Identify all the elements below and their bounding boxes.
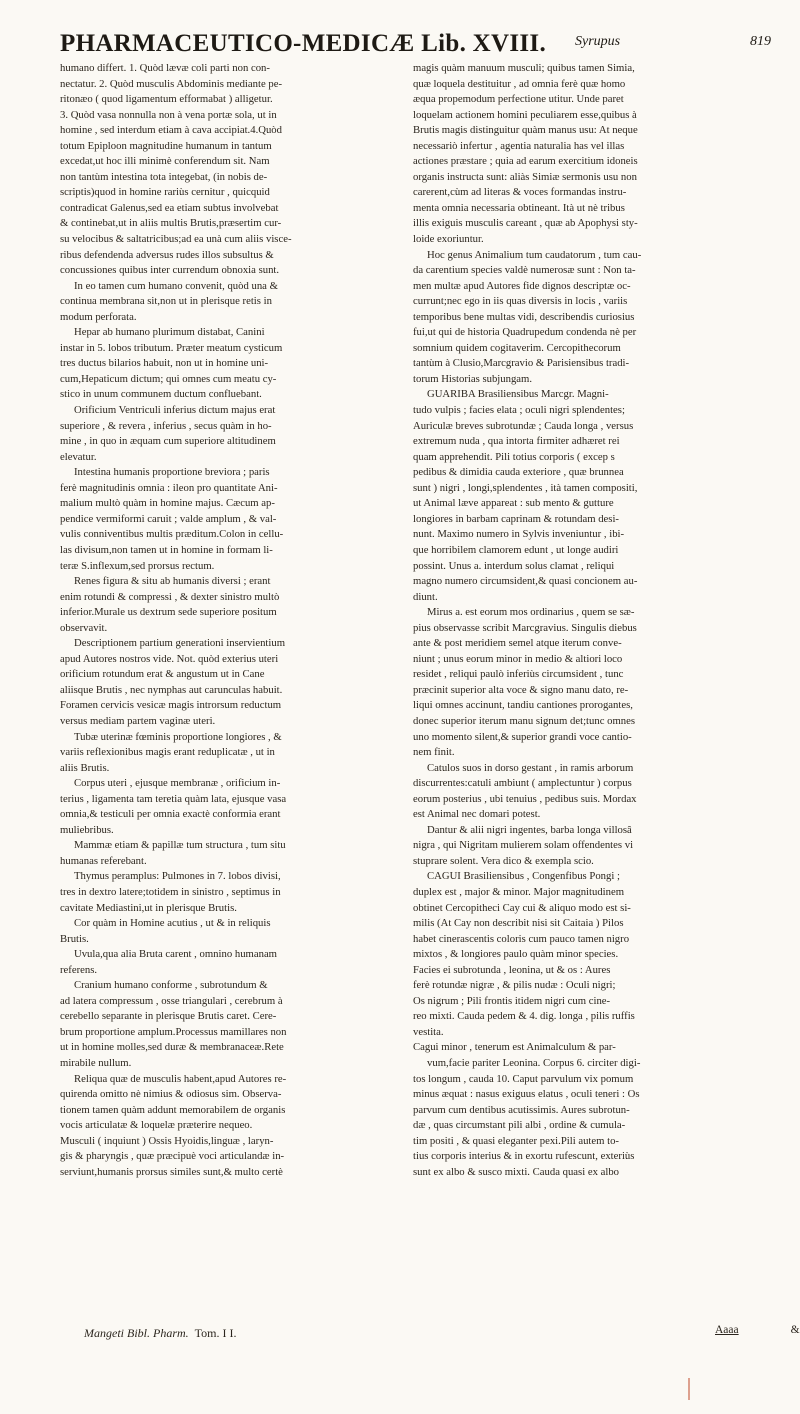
text-line: CAGUI Brasiliensibus , Congenfibus Pongi ; xyxy=(427,870,620,883)
text-line: necessariò infertur , agentia naturalia has vel illas xyxy=(413,139,625,152)
text-line: Corpus uteri , ejusque membranæ , orificium in- xyxy=(74,777,281,790)
footer-signature xyxy=(715,1324,800,1336)
text-line: est Animal nec domari potest. xyxy=(413,808,541,821)
text-line: carerent,cùm ad literas & voces formandas instru- xyxy=(413,186,627,199)
text-line: Reliqua quæ de musculis habent,apud Autores re- xyxy=(74,1072,287,1085)
text-line: Hepar ab humano plurimum distabat, Canini xyxy=(74,326,265,339)
text-line: terius , ligamenta tam teretia quàm lata, ejusque vasa xyxy=(60,792,287,805)
text-line: totum Epiploon magnitudine humanum in tantum xyxy=(60,139,272,152)
text-line: concussiones quibus inter currendum obnoxia sunt. xyxy=(60,264,280,277)
text-line: elevatur. xyxy=(60,450,97,463)
text-line: vestita. xyxy=(413,1025,444,1038)
text-line: instar in 5. lobos tributum. Præter meatum cysticum xyxy=(60,341,283,354)
signature-mark: Aaaa xyxy=(715,1324,739,1336)
text-line: humano differt. 1. Quòd lævæ coli parti non con- xyxy=(60,62,270,74)
text-line: que horribilem clamorem edunt , ut longe audiri xyxy=(413,543,619,556)
text-line: ante & post meridiem semel atque iterum conve- xyxy=(413,637,622,650)
text-line: cum,Hepaticum dictum; qui omnes cum meatu cy- xyxy=(60,372,277,385)
text-line: Uvula,qua alia Bruta carent , omnino humanam xyxy=(74,948,277,961)
text-line: parvum cum dentibus acutissimis. Aures subrotun- xyxy=(413,1103,630,1116)
text-line: residet , reliqui paulò inferiùs circumsident , tunc xyxy=(413,668,624,681)
text-line: minus æquat : nasus exiguus elatus , oculi teneri : Os xyxy=(413,1088,640,1101)
text-line: Facies ei subrotunda , leonina, ut & os : Aures xyxy=(413,963,611,976)
text-line: orificium rotundum erat & angustum ut in Cane xyxy=(60,668,265,681)
footer-tom: Tom. I I. xyxy=(194,1326,237,1340)
text-line: brum proportione amplum.Processus mamillares non xyxy=(60,1025,287,1038)
text-line: apud Autores nostros vide. Not. quòd exterius uteri xyxy=(60,652,279,665)
text-line: Brutis magis distinguitur quàm manus usu: At neque xyxy=(413,124,638,137)
text-line: tantùm à Clusio,Marcgravio & Parisiensibus tradi- xyxy=(413,357,630,370)
text-line: mixtos , & longiores paulo quàm minor species. xyxy=(413,948,619,961)
text-line: Cagui minor , tenerum est Animalculum & par- xyxy=(413,1041,616,1054)
text-line: Hoc genus Animalium tum caudatorum , tum cau- xyxy=(427,248,642,261)
text-line: ribus defendenda adversus rudes illos subsultus & xyxy=(60,248,274,261)
catchword: & xyxy=(790,1324,800,1336)
running-title: PHARMACEUTICO-MEDICÆ Lib. XVIII. xyxy=(60,30,547,57)
text-line: inferior.Murale us dextrum sede superiore positum xyxy=(60,606,277,619)
text-line: liqui omnes accinunt, tandiu cantiones prorogantes, xyxy=(413,699,633,712)
text-line: Tubæ uterinæ fœminis proportione longiores , & xyxy=(74,730,282,743)
text-line: nem finit. xyxy=(413,746,455,759)
text-line: duplex est , major & minor. Major magnitudinem xyxy=(413,885,625,898)
text-line: illis exiguis musculis careant , quæ ab Apophysi sty- xyxy=(413,217,638,230)
text-line: ad latera compressum , osse triangulari , cerebrum à xyxy=(60,994,283,1007)
text-line: malium multò quàm in homine majus. Cæcum ap- xyxy=(60,497,275,510)
text-line: ferè magnitudinis omnia : ileon pro quantitate Ani- xyxy=(60,481,278,494)
text-line: diunt. xyxy=(413,590,438,603)
text-line: tres in dextro latere;totidem in sinistro , septimus in xyxy=(60,885,281,898)
text-line: Mirus a. est eorum mos ordinarius , quem se sæ- xyxy=(427,606,635,619)
text-line: contradicat Galenus,sed ea etiam subtus involvebat xyxy=(60,201,279,214)
text-line: excedat,ut hoc illi minimè conferendum sit. Nam xyxy=(60,155,270,168)
text-line: quæ loquela destituitur , ad omnia ferè quæ homo xyxy=(413,77,626,90)
text-line: aliis Brutis. xyxy=(60,761,110,774)
text-line: 3. Quòd vasa nonnulla non à vena portæ sola, ut in xyxy=(60,108,277,121)
text-line: men multæ apud Autores fide dignos descriptæ oc- xyxy=(413,279,631,292)
text-line: scriptis)quod in homine rariùs cernitur , quicquid xyxy=(60,186,270,199)
text-line: ferè rotundæ nigræ , & pilis nudæ : Oculi nigri; xyxy=(413,979,616,992)
text-line: & continebat,ut in aliis multis Brutis,præsertim cur- xyxy=(60,217,282,230)
footer-book-title xyxy=(84,1326,236,1341)
right-text-column xyxy=(413,61,766,1180)
text-line: milis (At Cay non describit nisi sit Caitaia ) Pilos xyxy=(413,917,624,930)
text-line: variis reflexionibus magis erant reduplicatæ , ut in xyxy=(60,746,275,759)
text-line: su velocibus & saltatricibus;ad ea unà cum aliis visce- xyxy=(60,233,292,246)
text-line: teræ S.inflexum,sed prorsus rectum. xyxy=(60,559,215,572)
text-line: loide exoriuntur. xyxy=(413,233,484,246)
page-number: 819 xyxy=(750,34,771,49)
text-line: pedibus & dimidia cauda exteriore , quæ brunnea xyxy=(413,466,624,479)
text-line: vocis articulatæ & loquelæ præterire nequeo. xyxy=(60,1119,253,1132)
text-line: nunt. Maximo numero in Sylvis inveniuntur , ibi- xyxy=(413,528,625,541)
text-line: da carentium species valdè numerosæ sunt : Non ta- xyxy=(413,264,636,277)
text-line: Os nigrum ; Pili frontis itidem nigri cum cine- xyxy=(413,994,611,1007)
text-line: tudo vulpis ; facies elata ; oculi nigri splendentes; xyxy=(413,404,625,417)
text-line: nigra , qui Nigritam mulierem solam offendentes vi xyxy=(413,839,634,852)
text-line: Descriptionem partium generationi inservientium xyxy=(74,637,286,650)
text-line: somnium quidem cogitaverim. Cercopithecorum xyxy=(413,341,621,354)
text-line: tius corporis interius & in exortu rufescunt, exteriùs xyxy=(413,1150,635,1163)
text-line: dæ , quas circumstant pili albi , ordine & cumula- xyxy=(413,1119,626,1132)
text-line: Renes figura & situ ab humanis diversi ; erant xyxy=(74,575,271,588)
text-line: magis quàm manuum musculi; quibus tamen Simia, xyxy=(413,62,635,74)
text-line: Cor quàm in Homine acutius , ut & in reliquis xyxy=(74,917,271,930)
text-line: quam apprehendit. Pili totius corporis ( excep s xyxy=(413,450,615,463)
text-line: tionem tamen quàm addunt memorabilem de organis xyxy=(60,1103,286,1116)
text-line: aliisque Brutis , nec nymphas aut carunculas habuit. xyxy=(60,683,283,696)
text-line: currunt;nec ego in iis quas diversis in locis , variis xyxy=(413,295,628,308)
running-header xyxy=(60,30,770,58)
text-line: continua membrana sit,non ut in plerisque retis in xyxy=(60,295,272,308)
text-line: pius observasse scribit Marcgravius. Singulis diebus xyxy=(413,621,637,634)
text-line: Foramen cervicis vesicæ magis introrsum reductum xyxy=(60,699,282,712)
text-line: Cranium humano conforme , subrotundum & xyxy=(74,979,268,992)
text-line: extremum nuda , qua intorta firmiter adhæret rei xyxy=(413,435,620,448)
text-line: possint. Unus a. interdum solus clamat , reliqui xyxy=(413,559,615,572)
text-line: In eo tamen cum humano convenit, quòd una & xyxy=(74,279,278,292)
text-line: obtinet Cercopitheci Cay cui & aliquo modo est si- xyxy=(413,901,631,914)
text-line: organis instructa sunt: aliàs Simiæ sermonis usu non xyxy=(413,170,637,183)
text-line: sunt ) nigri , longi,splendentes , ità tamen compositi, xyxy=(413,481,638,494)
text-line: referens. xyxy=(60,963,98,976)
text-line: Mammæ etiam & papillæ tum structura , tum situ xyxy=(74,839,286,852)
text-line: Brutis. xyxy=(60,932,89,945)
text-line: mine , in quo in æquam cum superiore altitudinem xyxy=(60,435,276,448)
text-line: stuprare solent. Vera dico & exempla scio. xyxy=(413,854,594,867)
text-line: ritonæo ( quod ligamentum efformabat ) alligetur. xyxy=(60,93,273,106)
text-line: æqua propemodum perfectione utitur. Unde paret xyxy=(413,93,624,106)
text-line: serviunt,humanis prorsus similes sunt,& multo certè xyxy=(60,1165,283,1178)
text-line: pendice vermiformi caruit ; valde amplum , & val- xyxy=(60,512,277,525)
text-line: homine , sed interdum etiam à cava accipiat.4.Quòd xyxy=(60,124,282,137)
text-line: temporibus bene multas vidi, describendis curiosius xyxy=(413,310,635,323)
text-line: humanas referebant. xyxy=(60,854,147,867)
text-line: reo mixti. Cauda pedem & 4. dig. longa , pilis ruffis xyxy=(413,1010,635,1023)
text-line: longiores in barbam caprinam & rotundam desi- xyxy=(413,512,619,525)
text-line: actiones præstare ; quia ad earum exercitium idoneis xyxy=(413,155,638,168)
text-line: fui,ut qui de historia Quadrupedum condenda nè per xyxy=(413,326,637,339)
text-line: Musculi ( inquiunt ) Ossis Hyoidis,linguæ , laryn- xyxy=(60,1134,274,1147)
text-line: GUARIBA Brasiliensibus Marcgr. Magni- xyxy=(427,388,609,401)
text-line: tim positi , & quasi eleganter pexi.Pili autem to- xyxy=(413,1134,619,1147)
text-line: eorum posterius , ubi tenuius , pedibus suis. Mordax xyxy=(413,792,637,805)
text-line: nectatur. 2. Quòd musculis Abdominis mediante pe- xyxy=(60,77,283,90)
text-line: non tantùm intestina tota integebat, (in nobis de- xyxy=(60,170,268,183)
text-line: Dantur & alii nigri ingentes, barba longa villosâ xyxy=(427,823,632,836)
text-line: torum Historias subjungam. xyxy=(413,372,533,385)
text-line: donec superior iterum manu signum det;tunc omnes xyxy=(413,714,636,727)
text-line: magno numero circumsident,& quasi concionem au- xyxy=(413,575,638,588)
text-line: observavit. xyxy=(60,621,108,634)
text-line: Intestina humanis proportione breviora ; paris xyxy=(74,466,270,479)
text-line: loquelam actionem homini peculiarem esse,quibus à xyxy=(413,108,637,121)
text-line: versus mediam partem vaginæ uteri. xyxy=(60,714,216,727)
text-line: quirenda omitto nè nimius & odiosus sim. Observa- xyxy=(60,1088,282,1101)
text-line: Thymus peramplus: Pulmones in 7. lobos divisi, xyxy=(74,870,281,883)
text-line: vum,facie pariter Leonina. Corpus 6. circiter digi- xyxy=(427,1057,641,1069)
text-line: Orificium Ventriculi inferius dictum majus erat xyxy=(74,404,276,417)
text-line: enim rotundi & compressi , & dexter sinistro multò xyxy=(60,590,280,603)
text-line: ut in homine molles,sed duræ & membranaceæ.Rete xyxy=(60,1041,284,1054)
text-line: sunt ex albo & susco mixti. Cauda quasi ex albo xyxy=(413,1165,620,1178)
text-line: Catulos suos in dorso gestant , in ramis arborum xyxy=(427,761,634,774)
text-line: Auriculæ breves subrotundæ ; Cauda longa , versus xyxy=(413,419,634,432)
text-line: mirabile nullum. xyxy=(60,1057,132,1069)
text-line: las divisum,non tamen ut in homine in formam li- xyxy=(60,543,273,556)
text-line: omnia,& testiculi per omnia exactè conformia erant xyxy=(60,808,281,821)
text-line: cavitate Mediastini,ut in plerisque Brutis. xyxy=(60,901,237,914)
text-line: præcinit superior alta voce & signo manu dato, re- xyxy=(413,683,629,696)
text-line: tres ductus bilarios habuit, non ut in homine uni- xyxy=(60,357,269,370)
text-line: stico in unum communem ductum confluebant. xyxy=(60,388,262,401)
text-line: ut Animal læve appareat : sub mento & gutture xyxy=(413,497,614,510)
text-line: discurrentes:catuli ambiunt ( amplectuntur ) corpus xyxy=(413,777,632,790)
text-line: niunt ; unus eorum minor in medio & altiori loco xyxy=(413,652,623,665)
footer-book: Mangeti Bibl. Pharm. xyxy=(84,1326,189,1340)
left-text-column xyxy=(60,61,397,1180)
text-line: tos longum , cauda 10. Caput parvulum vix pomum xyxy=(413,1072,634,1085)
text-line: superiore , & revera , inferius , secus quàm in ho- xyxy=(60,419,272,432)
text-line: muliebribus. xyxy=(60,823,114,836)
text-line: habet cinerascentis coloris cum pauco tamen nigro xyxy=(413,932,630,945)
text-line: gis & pharyngis , quæ præcipuè voci articulandæ in- xyxy=(60,1150,285,1163)
margin-ink-mark xyxy=(688,1378,690,1400)
text-line: modum perforata. xyxy=(60,310,137,323)
text-line: cerebello separante in plerisque Brutis caret. Cere- xyxy=(60,1010,277,1023)
text-line: vulis conniventibus multis præditum.Colon in cellu- xyxy=(60,528,284,541)
text-line: menta omnia necessaria obtineant. Ità ut nè tribus xyxy=(413,201,625,214)
text-line: uno momento silent,& superior grandi voce cantio- xyxy=(413,730,632,743)
section-title: Syrupus xyxy=(575,34,621,49)
